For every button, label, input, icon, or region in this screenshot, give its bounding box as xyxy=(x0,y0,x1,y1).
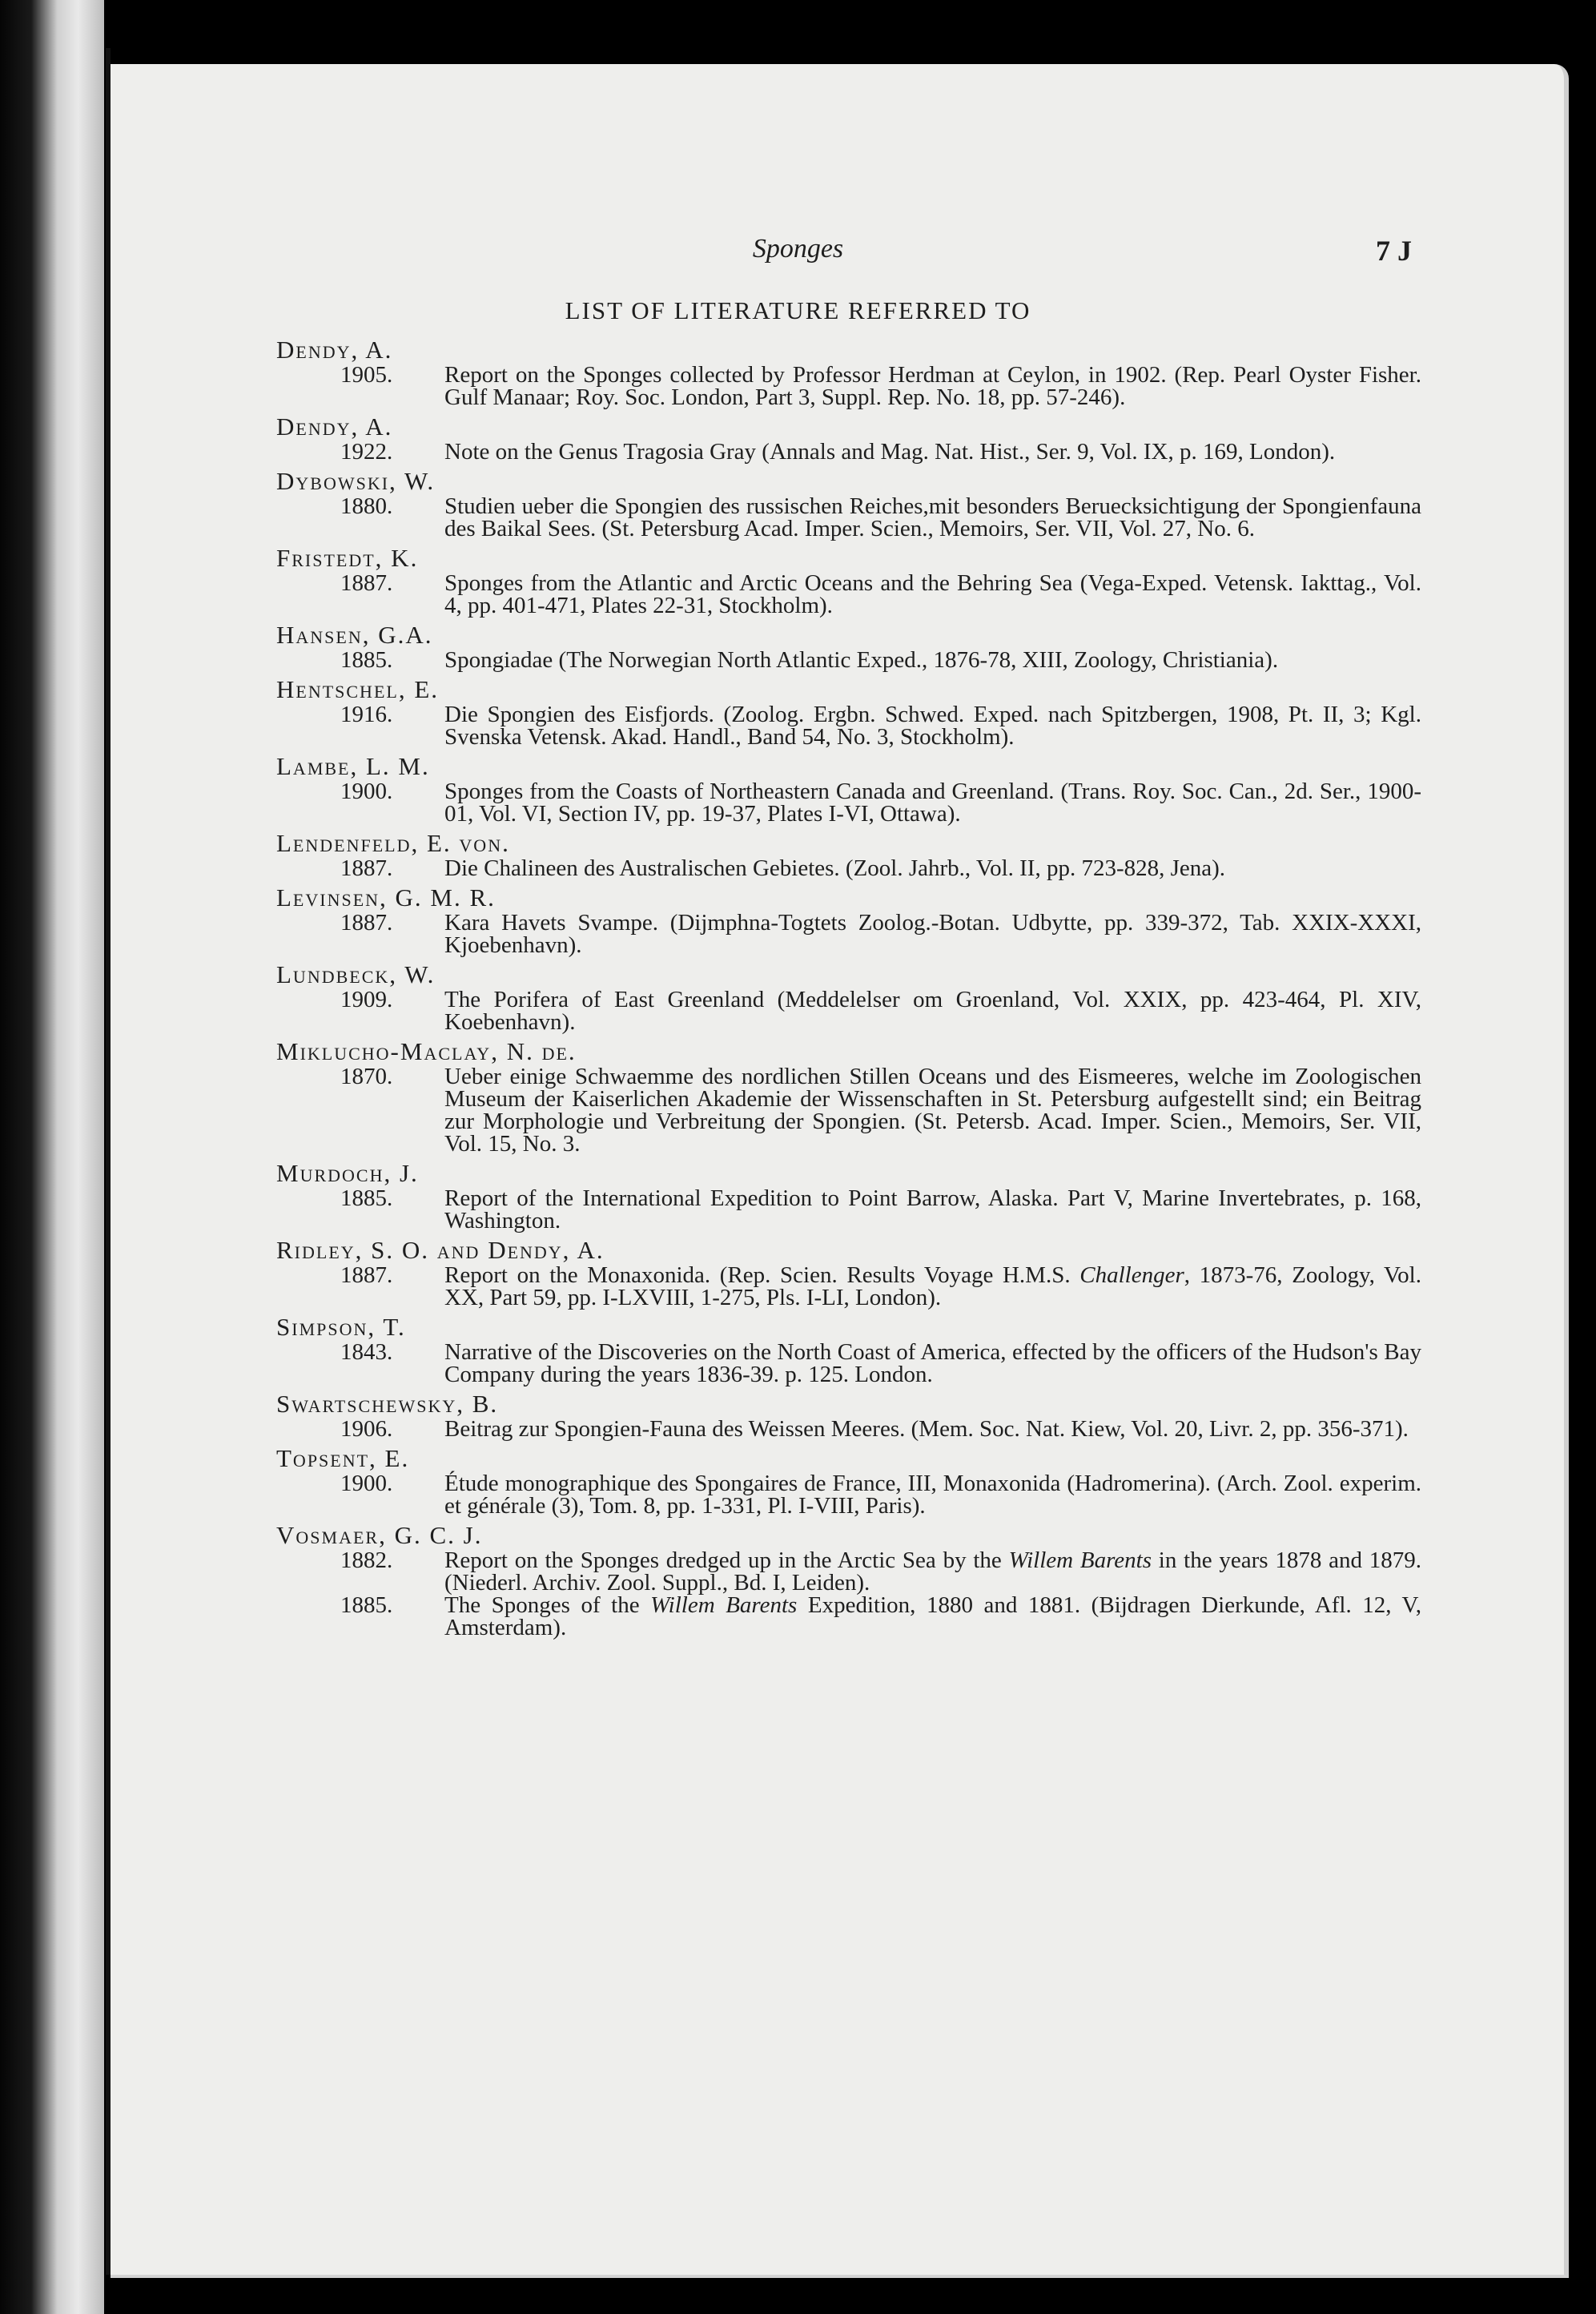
literature-entry xyxy=(276,1038,1421,1155)
entry-item xyxy=(276,1594,1421,1639)
literature-entry xyxy=(276,1390,1421,1440)
entry-text-before: Report on the Monaxonida. (Rep. Scien. Results Voyage H.M.S. xyxy=(444,1262,1080,1288)
entry-author: Dendy, A. xyxy=(276,412,393,441)
entry-text xyxy=(444,1594,1421,1639)
entry-text-after: Expedition, 1880 and 1881. (Bijdragen Dierkunde, Afl. 12, V, Amsterdam). xyxy=(444,1592,1421,1640)
entry-text: Report on the Sponges collected by Professor Herdman at Ceylon, in 1902. (Rep. Pearl Oyster Fisher. Gulf Manaar; Roy. Soc. London, Part 3, Suppl. Rep. No. 18, pp. 57-246). xyxy=(444,362,1421,410)
entry-author: Vosmaer, G. C. J. xyxy=(276,1521,483,1549)
literature-entry xyxy=(276,676,1421,748)
entry-text: Beitrag zur Spongien-Fauna des Weissen Meeres. (Mem. Soc. Nat. Kiew, Vol. 20, Livr. 2, pp. 356-371). xyxy=(444,1416,1409,1442)
entry-text: Ueber einige Schwaemme des nordlichen Stillen Oceans und des Eismeeres, welche im Zoologischen Museum der Kaiserlichen Akademie der Wissenschaften in St. Petersburg aufgestellt sind; ein Beitrag zur Morphologie und Verbreitung der Spongien. (St. Petersb. Acad. Imper. Scien., Memoirs, Ser. VII, Vol. 15, No. 3. xyxy=(444,1064,1421,1157)
entry-text: Note on the Genus Tragosia Gray (Annals and Mag. Nat. Hist., Ser. 9, Vol. IX, p. 169, London). xyxy=(444,439,1336,465)
entry-year: 1887. xyxy=(340,855,393,881)
entry-year: 1885. xyxy=(340,1592,393,1618)
literature-entry xyxy=(276,884,1421,956)
entry-year: 1870. xyxy=(340,1064,393,1089)
entry-author: Levinsen, G. M. R. xyxy=(276,883,496,912)
entry-author: Dybowski, W. xyxy=(276,467,436,495)
entry-author: Ridley, S. O. and Dendy, A. xyxy=(276,1236,605,1264)
literature-entry xyxy=(276,1314,1421,1386)
literature-entry xyxy=(276,336,1421,408)
entry-year: 1916. xyxy=(340,702,393,727)
running-head: Sponges xyxy=(752,234,844,264)
literature-entry xyxy=(276,468,1421,540)
entry-author: Hansen, G.A. xyxy=(276,621,433,649)
entry-year: 1905. xyxy=(340,362,393,388)
entry-item xyxy=(276,1472,1421,1517)
entry-text-italic: Willem Barents xyxy=(650,1592,798,1618)
page-number: 7 J xyxy=(1376,235,1412,267)
entry-year: 1885. xyxy=(340,647,393,673)
entry-author: Simpson, T. xyxy=(276,1313,406,1341)
entry-author: Fristedt, K. xyxy=(276,544,419,572)
literature-entry xyxy=(276,1160,1421,1232)
entry-year: 1885. xyxy=(340,1185,393,1211)
entry-item xyxy=(276,495,1421,540)
literature-list xyxy=(276,336,1421,1644)
entry-text xyxy=(444,1264,1421,1309)
entry-item xyxy=(276,441,1421,463)
literature-entry xyxy=(276,961,1421,1033)
entry-author: Murdoch, J. xyxy=(276,1159,419,1187)
entry-author: Topsent, E. xyxy=(276,1444,410,1472)
entry-year: 1906. xyxy=(340,1416,393,1442)
entry-item xyxy=(276,912,1421,956)
entry-item xyxy=(276,649,1421,671)
entry-text: Studien ueber die Spongien des russischen Reiches,mit besonders Beruecksichtigung der Spongienfauna des Baikal Sees. (St. Petersburg Acad. Imper. Scien., Memoirs, Ser. VII, Vol. 27, No. 6. xyxy=(444,493,1421,541)
entry-text: Kara Havets Svampe. (Dijmphna-Togtets Zoolog.-Botan. Udbytte, pp. 339-372, Tab. XXIX-XXXI, Kjoebenhavn). xyxy=(444,910,1421,958)
entry-text: Sponges from the Atlantic and Arctic Oceans and the Behring Sea (Vega-Exped. Vetensk. Iakttag., Vol. 4, pp. 401-471, Plates 22-31, Stockholm). xyxy=(444,570,1421,618)
entry-year: 1880. xyxy=(340,493,393,519)
entry-text: Spongiadae (The Norwegian North Atlantic Exped., 1876-78, XIII, Zoology, Christiania). xyxy=(444,647,1279,673)
entry-item xyxy=(276,1065,1421,1155)
entry-item xyxy=(276,857,1421,879)
entry-item xyxy=(276,572,1421,617)
entry-item xyxy=(276,1418,1421,1440)
entry-year: 1900. xyxy=(340,1471,393,1496)
entry-item xyxy=(276,703,1421,748)
entry-text: Sponges from the Coasts of Northeastern Canada and Greenland. (Trans. Roy. Soc. Can., 2d. Ser., 1900-01, Vol. VI, Section IV, pp. 19-37, Plates I-VI, Ottawa). xyxy=(444,779,1421,827)
literature-entry xyxy=(276,830,1421,879)
entry-year: 1887. xyxy=(340,570,393,596)
entry-text-before: The Sponges of the xyxy=(444,1592,651,1618)
entry-author: Lambe, L. M. xyxy=(276,752,430,780)
entry-author: Lendenfeld, E. von. xyxy=(276,829,510,857)
entry-year: 1909. xyxy=(340,987,393,1012)
entry-author: Dendy, A. xyxy=(276,336,393,364)
entry-author: Swartschewsky, B. xyxy=(276,1390,499,1418)
entry-text: Die Chalineen des Australischen Gebietes. (Zool. Jahrb., Vol. II, pp. 723-828, Jena). xyxy=(444,855,1226,881)
entry-year: 1843. xyxy=(340,1339,393,1365)
literature-entry xyxy=(276,753,1421,825)
entry-item xyxy=(276,1341,1421,1386)
literature-entry xyxy=(276,622,1421,671)
scan-edge-shadow xyxy=(0,0,104,2314)
literature-entry xyxy=(276,413,1421,463)
entry-text-italic: Challenger xyxy=(1079,1262,1184,1288)
entry-text-after: , 1873-76, Zoology, Vol. XX, Part 59, pp. I-LXVIII, 1-275, Pls. I-LI, London). xyxy=(444,1262,1421,1310)
list-title: LIST OF LITERATURE REFERRED TO xyxy=(565,296,1031,324)
literature-entry xyxy=(276,1445,1421,1517)
entry-text-after: in the years 1878 and 1879. (Niederl. Archiv. Zool. Suppl., Bd. I, Leiden). xyxy=(444,1547,1422,1596)
entry-item xyxy=(276,988,1421,1033)
entry-text xyxy=(444,1549,1421,1594)
entry-item xyxy=(276,780,1421,825)
entry-author: Miklucho-Maclay, N. de. xyxy=(276,1037,577,1065)
literature-entry xyxy=(276,1522,1421,1639)
entry-year: 1887. xyxy=(340,1262,393,1288)
entry-text-before: Report on the Sponges dredged up in the Arctic Sea by the xyxy=(444,1547,1009,1573)
entry-item xyxy=(276,1264,1421,1309)
literature-entry xyxy=(276,1237,1421,1309)
entry-year: 1882. xyxy=(340,1547,393,1573)
entry-text: The Porifera of East Greenland (Meddelelser om Groenland, Vol. XXIX, pp. 423-464, Pl. XIV, Koebenhavn). xyxy=(444,987,1421,1035)
entry-text: Narrative of the Discoveries on the North Coast of America, effected by the officers of the Hudson's Bay Company during the years 1836-39. p. 125. London. xyxy=(444,1339,1421,1387)
entry-year: 1887. xyxy=(340,910,393,936)
entry-text: Étude monographique des Spongaires de France, III, Monaxonida (Hadromerina). (Arch. Zool. experim. et générale (3), Tom. 8, pp. 1-331, Pl. I-VIII, Paris). xyxy=(444,1471,1421,1519)
entry-item xyxy=(276,1187,1421,1232)
entry-year: 1922. xyxy=(340,439,393,465)
entry-text-italic: Willem Barents xyxy=(1008,1547,1152,1573)
entry-text: Report of the International Expedition to Point Barrow, Alaska. Part V, Marine Invertebrates, p. 168, Washington. xyxy=(444,1185,1421,1233)
entry-item xyxy=(276,364,1421,408)
entry-author: Lundbeck, W. xyxy=(276,960,436,988)
entry-year: 1900. xyxy=(340,779,393,804)
entry-text: Die Spongien des Eisfjords. (Zoolog. Ergbn. Schwed. Exped. nach Spitzbergen, 1908, Pt. II, 3; Kgl. Svenska Vetensk. Akad. Handl., Band 54, No. 3, Stockholm). xyxy=(444,702,1421,750)
literature-entry xyxy=(276,545,1421,617)
entry-author: Hentschel, E. xyxy=(276,675,440,703)
entry-item xyxy=(276,1549,1421,1594)
